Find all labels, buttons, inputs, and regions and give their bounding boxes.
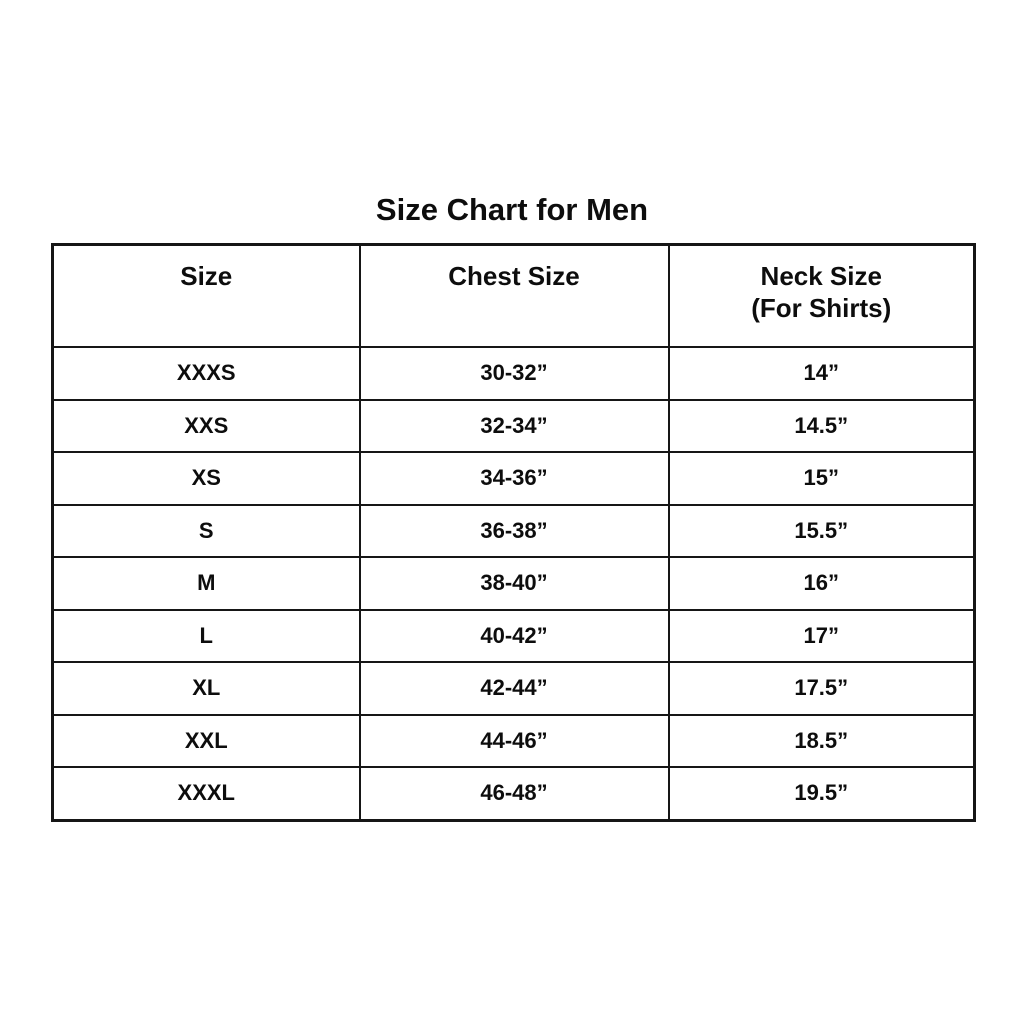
size-cell: XS [53,452,360,505]
table-row [53,347,975,400]
table-row [53,400,975,453]
neck-cell: 15” [669,452,975,505]
chest-cell: 44-46” [360,715,669,768]
header-neck-size-line2: (For Shirts) [751,293,892,323]
size-cell: L [53,610,360,663]
size-cell: XXL [53,715,360,768]
size-cell: XXXL [53,767,360,820]
table-row [53,452,975,505]
chest-cell: 36-38” [360,505,669,558]
neck-cell: 17” [669,610,975,663]
chest-cell: 32-34” [360,400,669,453]
table-body [53,347,975,820]
neck-cell: 14” [669,347,975,400]
neck-cell: 16” [669,557,975,610]
table-row [53,610,975,663]
table-row [53,715,975,768]
neck-cell: 17.5” [669,662,975,715]
size-cell: XXS [53,400,360,453]
header-chest-size: Chest Size [360,245,669,348]
neck-cell: 19.5” [669,767,975,820]
header-size: Size [53,245,360,348]
neck-cell: 14.5” [669,400,975,453]
chest-cell: 38-40” [360,557,669,610]
page-title: Size Chart for Men [375,191,649,227]
table-header [53,245,975,348]
neck-cell: 18.5” [669,715,975,768]
size-chart-table [51,243,976,822]
header-neck-size-line1: Neck Size [760,261,882,291]
table-row [53,557,975,610]
table-row [53,505,975,558]
size-cell: S [53,505,360,558]
size-cell: XXXS [53,347,360,400]
table-row [53,767,975,820]
chest-cell: 42-44” [360,662,669,715]
header-row [53,245,975,348]
chest-cell: 40-42” [360,610,669,663]
size-cell: M [53,557,360,610]
size-cell: XL [53,662,360,715]
chest-cell: 34-36” [360,452,669,505]
chest-cell: 30-32” [360,347,669,400]
neck-cell: 15.5” [669,505,975,558]
table-row [53,662,975,715]
header-neck-size [669,245,975,348]
chest-cell: 46-48” [360,767,669,820]
